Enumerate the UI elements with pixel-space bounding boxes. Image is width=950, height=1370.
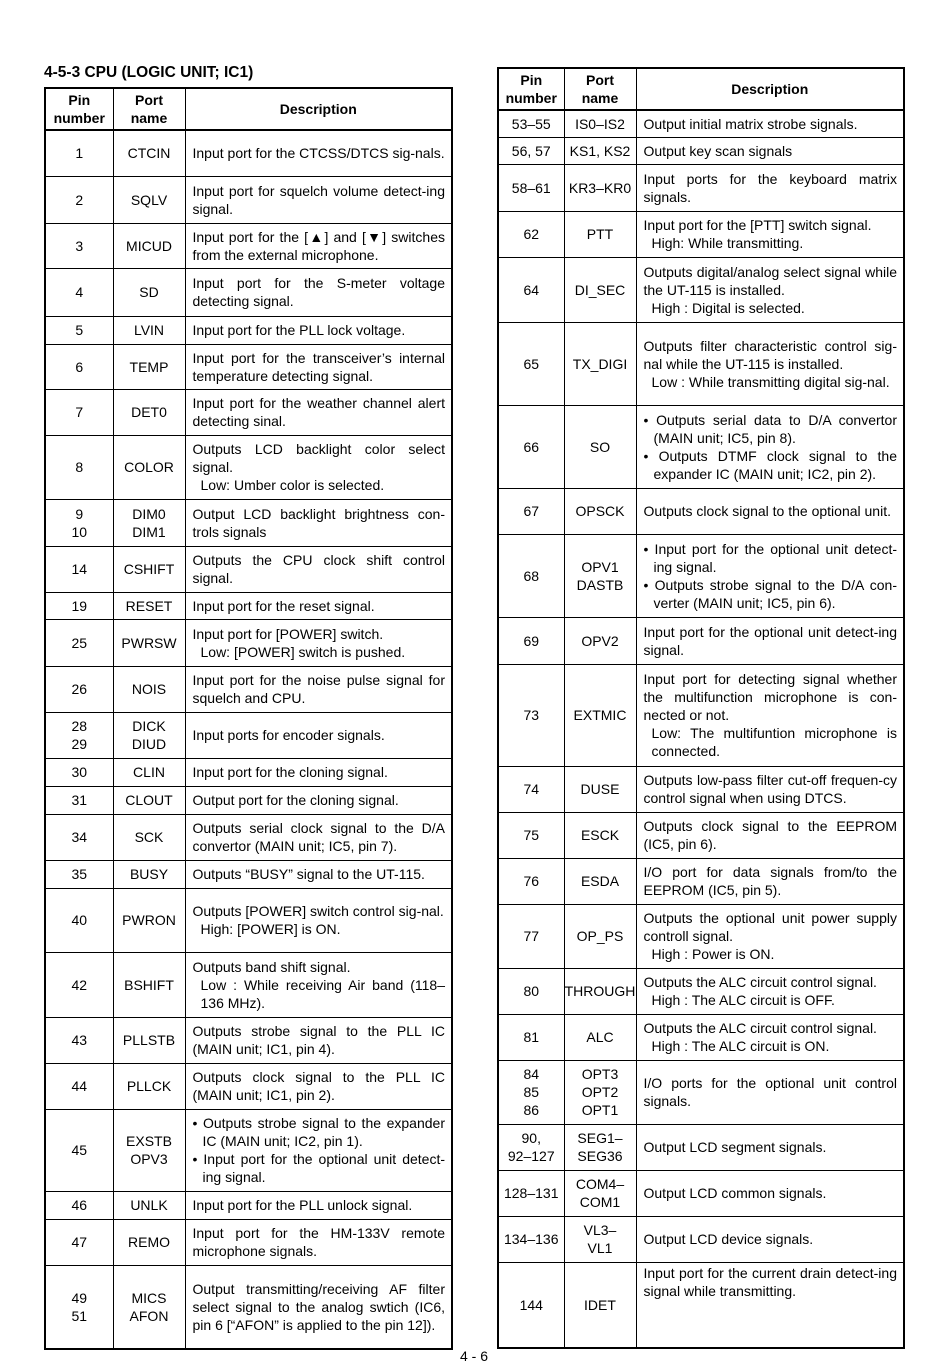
description-cell <box>185 952 452 1017</box>
table-row <box>45 1063 452 1109</box>
description-cell <box>185 546 452 592</box>
table-row <box>45 592 452 619</box>
description-cell <box>185 860 452 888</box>
description-cell <box>636 137 904 164</box>
header-description <box>185 88 452 130</box>
table-row <box>45 546 452 592</box>
description-line: Outputs the optional unit power supply controll signal. <box>643 910 897 944</box>
port-name-cell: SCK <box>113 814 185 860</box>
table-row <box>498 858 904 904</box>
table-row <box>498 137 904 164</box>
description-line: Outputs the ALC circuit control signal. <box>643 974 877 990</box>
table-row <box>498 257 904 322</box>
description-cell <box>636 1014 904 1060</box>
pin-number-cell: 134–136 <box>498 1216 564 1262</box>
table-row <box>45 814 452 860</box>
pin-number-cell: 128–131 <box>498 1170 564 1216</box>
pin-number-cell: 7 <box>45 389 113 435</box>
pin-number-cell: 77 <box>498 904 564 968</box>
port-name-cell: COLOR <box>113 435 185 499</box>
description-cell <box>185 619 452 666</box>
table-row <box>45 952 452 1017</box>
description-cell <box>185 592 452 619</box>
header-desc-label: Description <box>731 81 809 97</box>
port-name-cell: ESDA <box>564 858 636 904</box>
pin-number-cell: 1 <box>45 130 113 176</box>
table-row <box>498 488 904 534</box>
pin-number-cell: 76 <box>498 858 564 904</box>
description-line: Output LCD device signals. <box>643 1231 814 1247</box>
description-cell <box>185 888 452 952</box>
port-name-cell: RESET <box>113 592 185 619</box>
pin-number-cell: 9 10 <box>45 499 113 546</box>
section-title: 4-5-3 CPU (LOGIC UNIT; IC1) <box>44 64 254 81</box>
description-line: Low : While receiving Air band (118–136 MHz). <box>200 976 445 1011</box>
pin-number-cell: 81 <box>498 1014 564 1060</box>
description-cell <box>185 1191 452 1219</box>
table-header-row <box>498 68 904 110</box>
pin-number-cell: 49 51 <box>45 1265 113 1349</box>
description-cell <box>185 499 452 546</box>
description-line: High : Digital is selected. <box>651 299 805 316</box>
description-line: Input port for the current drain detect-ing signal while transmitting. <box>643 1264 897 1299</box>
description-cell <box>636 766 904 812</box>
port-name-cell: PWRON <box>113 888 185 952</box>
table-row <box>45 130 452 176</box>
description-line: Outputs the CPU clock shift control signal. <box>192 552 445 586</box>
pin-number-cell: 144 <box>498 1262 564 1348</box>
description-cell <box>185 316 452 344</box>
pin-number-cell: 84 85 86 <box>498 1060 564 1124</box>
description-cell <box>185 1219 452 1265</box>
description-cell <box>636 405 904 488</box>
table-row <box>45 666 452 712</box>
description-line: High: [POWER] is ON. <box>200 921 341 937</box>
header-pin-number <box>45 88 113 130</box>
header-port-name <box>113 88 185 130</box>
description-cell <box>636 664 904 766</box>
pin-number-cell: 67 <box>498 488 564 534</box>
description-line: Input port for the weather channel alert detecting sinal. <box>192 395 445 429</box>
pin-number-cell: 35 <box>45 860 113 888</box>
table-row <box>45 1219 452 1265</box>
table-row <box>45 344 452 389</box>
description-cell <box>185 1109 452 1191</box>
description-cell <box>185 1063 452 1109</box>
header-pin-label: Pin number <box>53 92 105 126</box>
description-line: Output port for the cloning signal. <box>192 792 399 808</box>
description-line: Output transmitting/receiving AF filter select signal to the analog swtich (IC6, pin 6 [“AFON” is applied to the pin 12]). <box>192 1280 445 1333</box>
pin-number-cell: 90, 92–127 <box>498 1124 564 1170</box>
port-name-cell: UNLK <box>113 1191 185 1219</box>
table-row <box>45 712 452 758</box>
port-name-cell: VL3– VL1 <box>564 1216 636 1262</box>
description-line: Outputs [POWER] switch control sig-nal. <box>192 903 444 919</box>
description-line: Output LCD segment signals. <box>643 1139 827 1155</box>
description-line: Outputs the ALC circuit control signal. <box>643 1020 877 1036</box>
description-cell <box>636 968 904 1014</box>
description-cell <box>636 1060 904 1124</box>
description-cell <box>185 666 452 712</box>
page-number: 4 - 6 <box>460 1348 489 1364</box>
header-port-name <box>564 68 636 110</box>
description-line: Input port for the cloning signal. <box>192 764 388 780</box>
description-cell <box>185 130 452 176</box>
description-line: Outputs clock signal to the EEPROM (IC5, pin 6). <box>643 818 897 852</box>
description-line: High : Power is ON. <box>651 946 775 962</box>
description-cell <box>636 1262 904 1348</box>
description-line: Input port for the [▲] and [▼] switches from the external microphone. <box>192 228 445 263</box>
table-row <box>45 223 452 268</box>
pin-number-cell: 28 29 <box>45 712 113 758</box>
description-line: Outputs low-pass filter cut-off frequen-cy control signal when using DTCS. <box>643 772 897 806</box>
pin-number-cell: 25 <box>45 619 113 666</box>
table-row <box>498 617 904 664</box>
table-row <box>45 176 452 223</box>
port-name-cell: OPT3 OPT2 OPT1 <box>564 1060 636 1124</box>
pin-table-right-body <box>498 110 904 1348</box>
description-cell <box>185 268 452 316</box>
description-cell <box>636 904 904 968</box>
pin-number-cell: 64 <box>498 257 564 322</box>
port-name-cell: KR3–KR0 <box>564 164 636 211</box>
description-line: • Outputs strobe signal to the D/A con-verter (MAIN unit; IC5, pin 6). <box>643 576 897 611</box>
description-cell <box>636 1170 904 1216</box>
header-port-label: Port name <box>130 92 168 126</box>
port-name-cell: OPV1 DASTB <box>564 534 636 617</box>
description-cell <box>636 617 904 664</box>
table-row <box>45 268 452 316</box>
table-row <box>498 405 904 488</box>
port-name-cell: SQLV <box>113 176 185 223</box>
port-name-cell: PTT <box>564 211 636 257</box>
pin-number-cell: 30 <box>45 758 113 786</box>
pin-number-cell: 46 <box>45 1191 113 1219</box>
table-row <box>498 968 904 1014</box>
port-name-cell: MICS AFON <box>113 1265 185 1349</box>
port-name-cell: OP_PS <box>564 904 636 968</box>
pin-number-cell: 66 <box>498 405 564 488</box>
table-row <box>498 110 904 137</box>
pin-number-cell: 68 <box>498 534 564 617</box>
port-name-cell: CLIN <box>113 758 185 786</box>
pin-number-cell: 47 <box>45 1219 113 1265</box>
description-cell <box>185 435 452 499</box>
header-port-label: Port name <box>581 72 619 106</box>
port-name-cell: PLLCK <box>113 1063 185 1109</box>
description-cell <box>636 257 904 322</box>
description-cell <box>636 488 904 534</box>
description-line: High: While transmitting. <box>651 235 804 251</box>
pin-table-left <box>44 87 453 1350</box>
table-row <box>498 1216 904 1262</box>
table-row <box>45 860 452 888</box>
description-cell <box>636 110 904 137</box>
port-name-cell: ESCK <box>564 812 636 858</box>
description-line: Input port for the [PTT] switch signal. <box>643 217 872 233</box>
description-line: Output LCD backlight brightness con-trols signals <box>192 505 445 540</box>
description-line: Input port for detecting signal whether the multifunction microphone is con-nected or not. <box>643 671 897 723</box>
pin-table-right <box>497 67 905 1349</box>
description-cell <box>185 1017 452 1063</box>
description-line: Input port for the PLL unlock signal. <box>192 1197 413 1213</box>
description-line: Outputs strobe signal to the PLL IC (MAIN unit; IC1, pin 4). <box>192 1023 445 1057</box>
pin-number-cell: 5 <box>45 316 113 344</box>
table-row <box>498 664 904 766</box>
description-line: • Outputs strobe signal to the expander IC (MAIN unit; IC2, pin 1). <box>192 1115 445 1149</box>
description-line: Input port for the S-meter voltage detecting signal. <box>192 275 445 309</box>
description-line: Low: Umber color is selected. <box>200 477 385 493</box>
description-line: Input port for the PLL lock voltage. <box>192 322 406 338</box>
pin-number-cell: 73 <box>498 664 564 766</box>
header-pin-number <box>498 68 564 110</box>
description-line: Input port for squelch volume detect-ing signal. <box>192 182 445 217</box>
table-row <box>498 1124 904 1170</box>
port-name-cell: CSHIFT <box>113 546 185 592</box>
description-cell <box>636 1124 904 1170</box>
description-cell <box>185 814 452 860</box>
port-name-cell: EXTMIC <box>564 664 636 766</box>
port-name-cell: DI_SEC <box>564 257 636 322</box>
pin-number-cell: 74 <box>498 766 564 812</box>
description-line: Outputs “BUSY” signal to the UT-115. <box>192 866 425 882</box>
table-row <box>45 888 452 952</box>
port-name-cell: DET0 <box>113 389 185 435</box>
pin-number-cell: 44 <box>45 1063 113 1109</box>
table-row <box>45 435 452 499</box>
pin-number-cell: 19 <box>45 592 113 619</box>
header-description <box>636 68 904 110</box>
description-cell <box>636 211 904 257</box>
table-row <box>45 1017 452 1063</box>
pin-number-cell: 6 <box>45 344 113 389</box>
description-line: Low: The multifuntion microphone is connected. <box>651 725 897 759</box>
port-name-cell: SEG1– SEG36 <box>564 1124 636 1170</box>
pin-number-cell: 53–55 <box>498 110 564 137</box>
description-line: I/O port for data signals from/to the EEPROM (IC5, pin 5). <box>643 864 897 898</box>
pin-number-cell: 43 <box>45 1017 113 1063</box>
port-name-cell: KS1, KS2 <box>564 137 636 164</box>
description-line: Input ports for the keyboard matrix signals. <box>643 170 897 205</box>
table-row <box>498 1262 904 1348</box>
table-row <box>45 786 452 814</box>
description-cell <box>636 322 904 405</box>
pin-number-cell: 69 <box>498 617 564 664</box>
pin-number-cell: 75 <box>498 812 564 858</box>
header-desc-label: Description <box>279 101 357 117</box>
port-name-cell: CLOUT <box>113 786 185 814</box>
description-line: Input port for the CTCSS/DTCS sig-nals. <box>192 145 445 162</box>
description-line: Output key scan signals <box>643 142 793 159</box>
port-name-cell: THROUGH <box>564 968 636 1014</box>
port-name-cell: DIM0 DIM1 <box>113 499 185 546</box>
table-header-row <box>45 88 452 130</box>
description-line: Input ports for encoder signals. <box>192 727 385 743</box>
pin-number-cell: 34 <box>45 814 113 860</box>
port-name-cell: MICUD <box>113 223 185 268</box>
description-line: Outputs filter characteristic control sig-nal while the UT-115 is installed. <box>643 337 897 372</box>
description-line: High : The ALC circuit is ON. <box>651 1038 830 1054</box>
table-row <box>498 904 904 968</box>
table-row <box>498 534 904 617</box>
description-cell <box>636 858 904 904</box>
description-cell <box>185 223 452 268</box>
description-line: Outputs clock signal to the optional unit. <box>643 503 891 519</box>
description-line: Low : While transmitting digital sig-nal. <box>651 373 890 390</box>
description-line: Output LCD common signals. <box>643 1185 827 1201</box>
port-name-cell: EXSTB OPV3 <box>113 1109 185 1191</box>
description-cell <box>185 389 452 435</box>
description-cell <box>185 176 452 223</box>
pin-number-cell: 2 <box>45 176 113 223</box>
pin-table-left-body <box>45 130 452 1349</box>
port-name-cell: BSHIFT <box>113 952 185 1017</box>
description-line: Outputs digital/analog select signal while the UT-115 is installed. <box>643 263 897 298</box>
pin-number-cell: 62 <box>498 211 564 257</box>
table-row <box>498 211 904 257</box>
description-cell <box>636 1216 904 1262</box>
table-row <box>498 322 904 405</box>
table-row <box>498 812 904 858</box>
pin-number-cell: 65 <box>498 322 564 405</box>
pin-number-cell: 3 <box>45 223 113 268</box>
description-cell <box>636 164 904 211</box>
table-row <box>498 1170 904 1216</box>
table-row <box>45 316 452 344</box>
port-name-cell: PLLSTB <box>113 1017 185 1063</box>
port-name-cell: LVIN <box>113 316 185 344</box>
pin-number-cell: 4 <box>45 268 113 316</box>
table-row <box>45 1109 452 1191</box>
description-line: Outputs LCD backlight color select signal. <box>192 441 445 475</box>
description-line: Input port for the transceiver’s internal temperature detecting signal. <box>192 349 445 384</box>
description-line: I/O ports for the optional unit control signals. <box>643 1075 897 1109</box>
description-cell <box>185 712 452 758</box>
description-line: Output initial matrix strobe signals. <box>643 115 858 132</box>
table-row <box>45 389 452 435</box>
pin-number-cell: 40 <box>45 888 113 952</box>
port-name-cell: OPSCK <box>564 488 636 534</box>
description-line: High : The ALC circuit is OFF. <box>651 992 835 1008</box>
pin-number-cell: 42 <box>45 952 113 1017</box>
description-line: Outputs serial clock signal to the D/A convertor (MAIN unit; IC5, pin 7). <box>192 820 445 854</box>
description-cell <box>185 758 452 786</box>
table-row <box>498 164 904 211</box>
port-name-cell: COM4– COM1 <box>564 1170 636 1216</box>
port-name-cell: DUSE <box>564 766 636 812</box>
port-name-cell: CTCIN <box>113 130 185 176</box>
port-name-cell: TEMP <box>113 344 185 389</box>
pin-number-cell: 58–61 <box>498 164 564 211</box>
pin-number-cell: 8 <box>45 435 113 499</box>
table-row <box>45 499 452 546</box>
description-cell <box>185 786 452 814</box>
description-line: Outputs band shift signal. <box>192 958 351 975</box>
table-row <box>45 758 452 786</box>
description-cell <box>185 1265 452 1349</box>
description-line: • Outputs serial data to D/A convertor (MAIN unit; IC5, pin 8). <box>643 411 897 446</box>
table-row <box>45 1265 452 1349</box>
port-name-cell: PWRSW <box>113 619 185 666</box>
port-name-cell: TX_DIGI <box>564 322 636 405</box>
pin-number-cell: 56, 57 <box>498 137 564 164</box>
port-name-cell: IS0–IS2 <box>564 110 636 137</box>
port-name-cell: ALC <box>564 1014 636 1060</box>
description-line: Low: [POWER] switch is pushed. <box>200 643 406 660</box>
description-line: • Input port for the optional unit detect-ing signal. <box>643 540 897 575</box>
port-name-cell: OPV2 <box>564 617 636 664</box>
description-line: Input port for the reset signal. <box>192 597 375 614</box>
description-line: Input port for the optional unit detect-ing signal. <box>643 623 897 658</box>
pin-number-cell: 80 <box>498 968 564 1014</box>
description-line: Input port for the HM-133V remote microphone signals. <box>192 1225 445 1259</box>
pin-number-cell: 31 <box>45 786 113 814</box>
table-row <box>45 619 452 666</box>
pin-number-cell: 45 <box>45 1109 113 1191</box>
table-row <box>498 1060 904 1124</box>
port-name-cell: IDET <box>564 1262 636 1348</box>
port-name-cell: DICK DIUD <box>113 712 185 758</box>
table-row <box>498 766 904 812</box>
port-name-cell: NOIS <box>113 666 185 712</box>
description-line: Input port for the noise pulse signal for squelch and CPU. <box>192 672 445 706</box>
port-name-cell: REMO <box>113 1219 185 1265</box>
port-name-cell: SD <box>113 268 185 316</box>
description-line: Outputs clock signal to the PLL IC (MAIN unit; IC1, pin 2). <box>192 1069 445 1103</box>
port-name-cell: BUSY <box>113 860 185 888</box>
description-cell <box>185 344 452 389</box>
description-line: • Input port for the optional unit detect-ing signal. <box>192 1151 445 1185</box>
header-pin-label: Pin number <box>505 72 557 106</box>
description-line: • Outputs DTMF clock signal to the expander IC (MAIN unit; IC2, pin 2). <box>643 447 897 482</box>
description-line: Input port for [POWER] switch. <box>192 625 384 642</box>
table-row <box>45 1191 452 1219</box>
pin-number-cell: 26 <box>45 666 113 712</box>
description-cell <box>636 812 904 858</box>
table-row <box>498 1014 904 1060</box>
description-cell <box>636 534 904 617</box>
pin-number-cell: 14 <box>45 546 113 592</box>
port-name-cell: SO <box>564 405 636 488</box>
